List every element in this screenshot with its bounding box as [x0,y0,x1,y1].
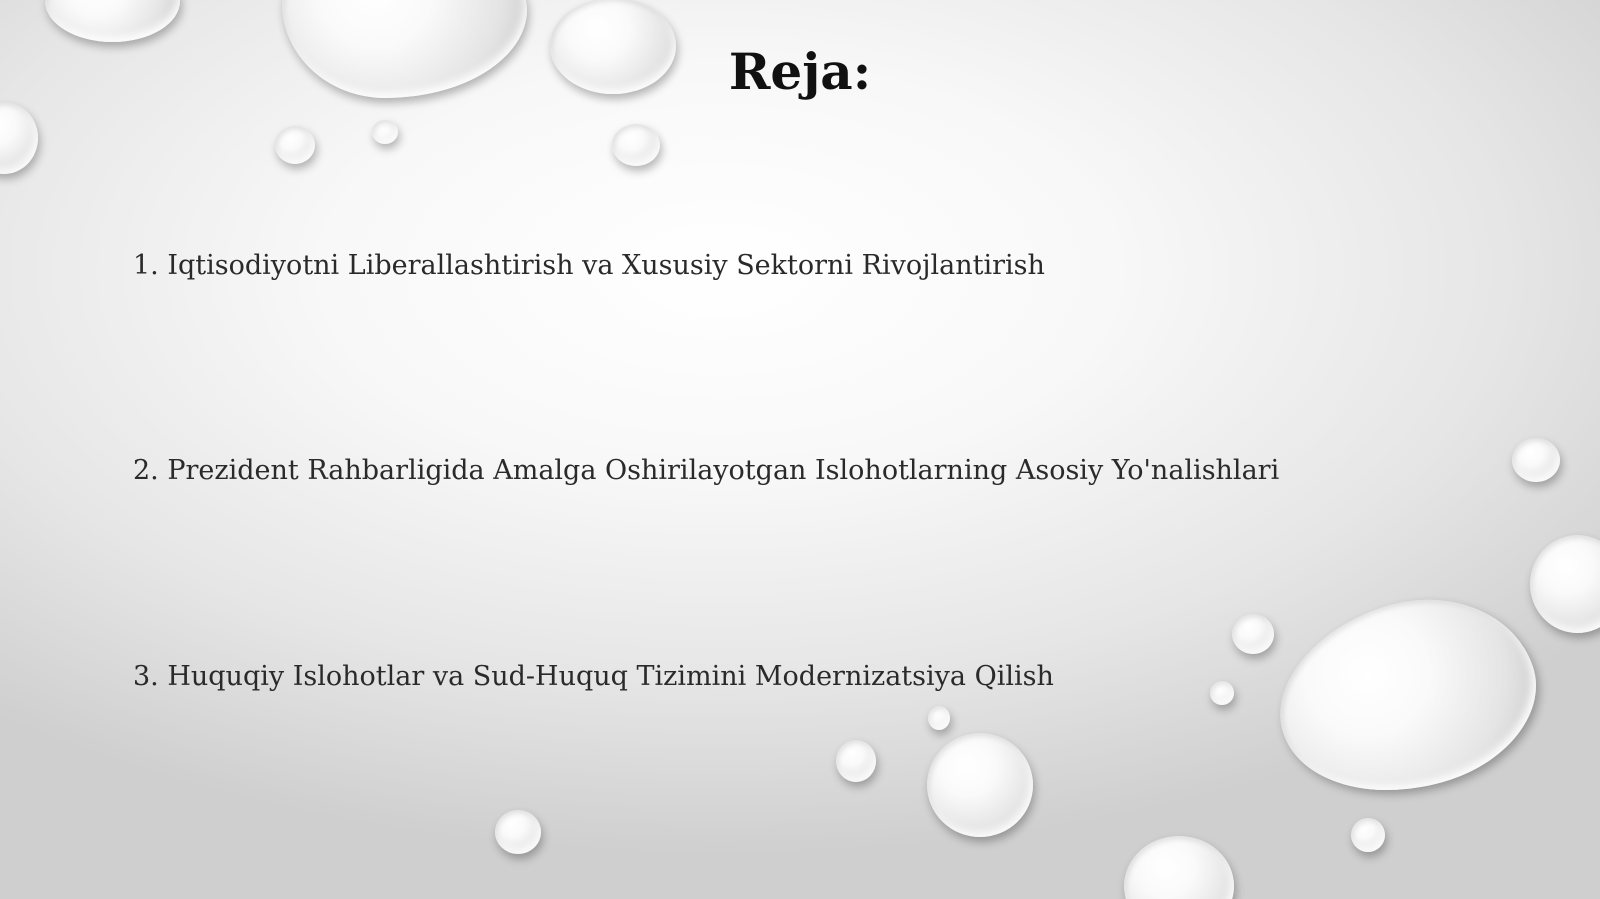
slide-title: Reja: [728,42,872,101]
plan-item-1: 1. Iqtisodiyotni Liberallashtirish va Xususiy Sektorni Rivojlantirish [133,250,1045,281]
water-drop [1210,681,1234,705]
water-drop [612,124,660,166]
water-drop [1124,836,1234,899]
water-drop [1256,569,1559,825]
water-drop [1351,818,1385,852]
plan-item-3: 3. Huquqiy Islohotlar va Sud-Huquq Tizimini Modernizatsiya Qilish [133,661,1054,692]
plan-item-2: 2. Prezident Rahbarligida Amalga Oshirilayotgan Islohotlarning Asosiy Yo'nalishlari [133,455,1280,486]
water-drop [1530,535,1600,633]
water-drop [1512,438,1560,482]
water-drop [495,810,541,854]
water-drop [928,706,950,730]
water-drop [1232,614,1274,654]
water-drop [275,126,315,164]
water-drop [836,740,876,782]
water-drop [927,733,1033,837]
water-drop [372,120,398,144]
water-drop [45,0,180,42]
water-drop [0,102,38,174]
